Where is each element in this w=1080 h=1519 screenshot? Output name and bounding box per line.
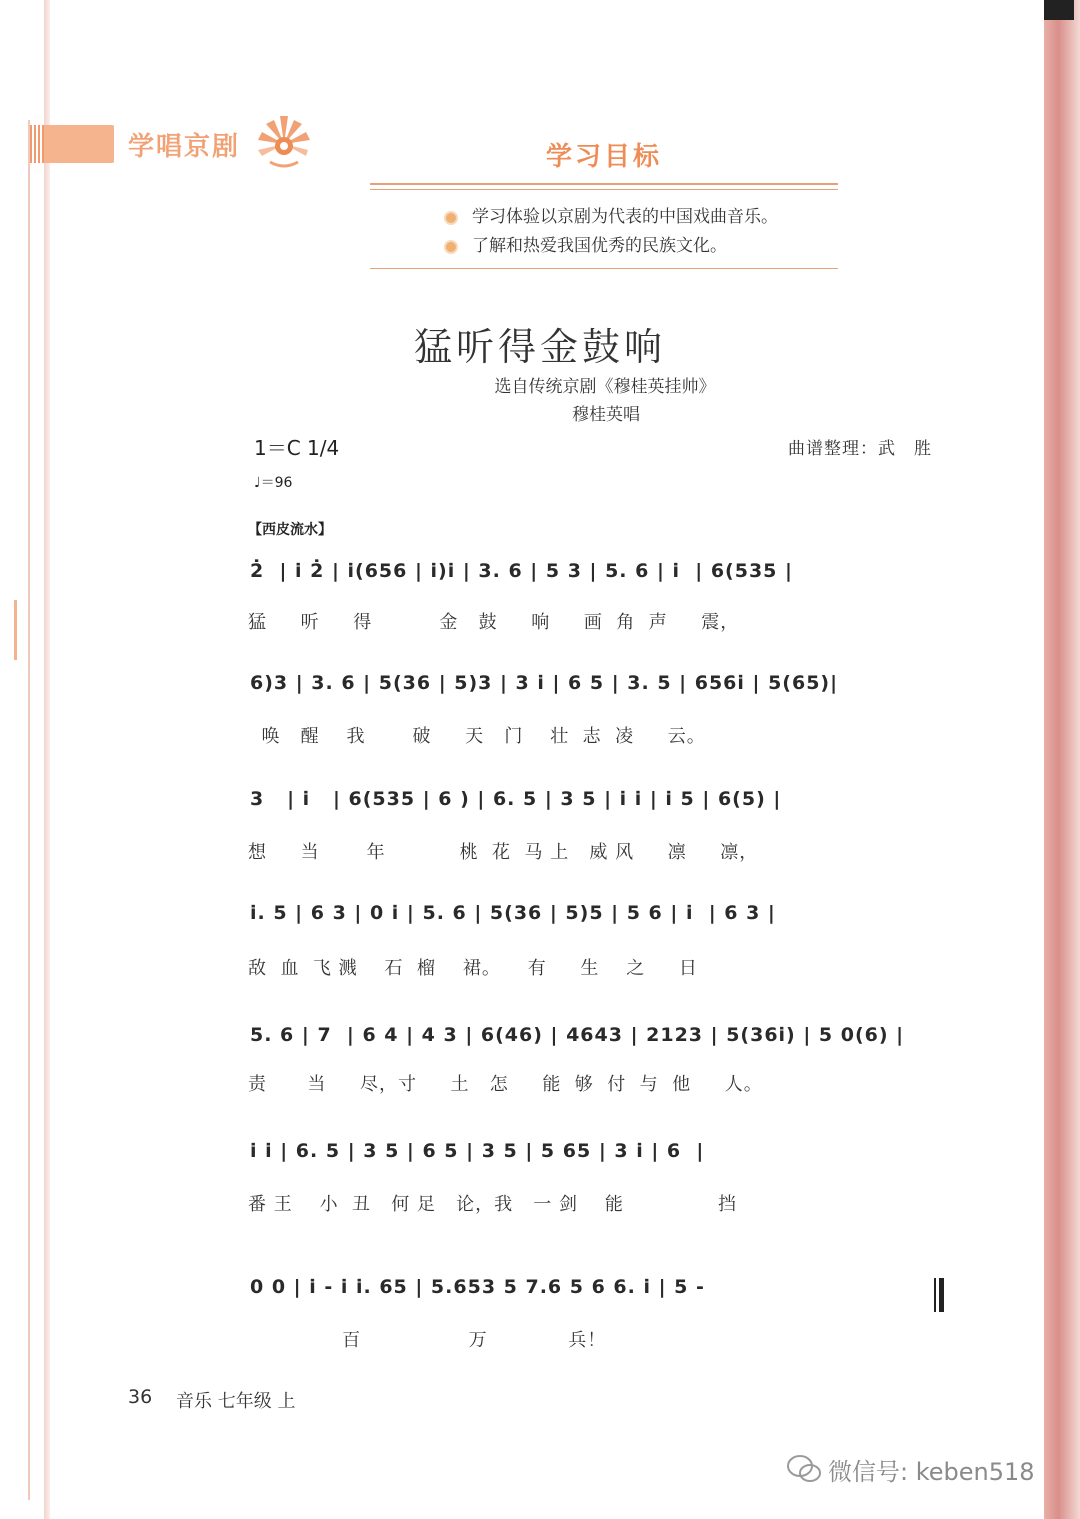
tempo-marking: ♩＝96	[254, 475, 293, 491]
book-name: 音乐 七年级 上	[176, 1391, 296, 1412]
objective-item: 了解和热爱我国优秀的民族文化。	[444, 231, 727, 256]
unit-title: 学唱京剧	[128, 132, 241, 162]
lyrics-row: 责 当 尽，寸 土 怎 能 够 付 与 他 人。	[248, 1074, 763, 1095]
key-signature: 1＝C 1/4	[254, 436, 340, 460]
objectives-bottom-rule	[370, 268, 838, 269]
bullet-icon	[444, 240, 458, 254]
page-edge-tick	[14, 600, 17, 660]
page-right-edge	[1044, 0, 1080, 1519]
unit-banner-stripes	[30, 125, 44, 163]
notation-row: 2̇ | i̇ 2̇ | i̇(656 | i̇)i̇ | 3. 6 | 5 3 | 5. 6 | i̇ | 6(535 |	[250, 560, 793, 582]
lyrics-row: 想 当 年 桃 花 马 上 威 风 凛 凛，	[248, 842, 759, 863]
watermark: 微信号: keben518	[828, 1458, 1035, 1486]
objectives-title: 学习目标	[546, 142, 663, 172]
page-number: 36	[128, 1386, 153, 1408]
lyrics-row: 百 万 兵！	[248, 1330, 607, 1351]
opera-fan-icon	[256, 114, 312, 170]
objectives-top-rule-2	[370, 189, 838, 190]
page-corner	[1044, 0, 1074, 20]
objectives-top-rule	[370, 183, 838, 185]
lyrics-row: 敌 血 飞 溅 石 榴 裙。 有 生 之 日	[248, 958, 698, 979]
final-barline	[934, 1278, 944, 1312]
lyrics-row: 猛 听 得 金 鼓 响 画 角 声 震，	[248, 612, 740, 633]
notation-row: 6)3 | 3. 6 | 5(36 | 5)3 | 3 i̇ | 6 5 | 3. 5 | 656i̇ | 5(65)|	[250, 672, 839, 694]
song-title: 猛听得金鼓响	[413, 325, 666, 369]
notation-row: 5. 6 | 7 | 6 4 | 4 3 | 6(46) | 4643 | 2123 | 5(36i̇) | 5 0(6) |	[250, 1024, 905, 1046]
song-source: 选自传统京剧《穆桂英挂帅》	[494, 377, 716, 397]
arranger-credit: 曲谱整理：武 胜	[788, 439, 932, 459]
page-spine-shadow	[44, 0, 50, 1519]
section-marking: 【西皮流水】	[248, 522, 332, 538]
notation-row: i̇. 5 | 6 3 | 0 i̇ | 5. 6 | 5(36 | 5)5 | 5 6 | i̇ | 6 3 |	[250, 902, 776, 924]
notation-row: 3 | i̇ | 6(535 | 6 ) | 6. 5 | 3 5 | i̇ i̇ | i̇ 5 | 6(5) |	[250, 788, 782, 810]
bullet-icon	[444, 211, 458, 225]
song-singer: 穆桂英唱	[572, 405, 640, 425]
notation-row: 0 0 | i̇ - i̇ i̇. 65 | 5.653 5 7.6 5 6 6. i̇ | 5 -	[250, 1276, 705, 1298]
objective-item: 学习体验以京剧为代表的中国戏曲音乐。	[444, 202, 778, 227]
wechat-icon	[786, 1454, 822, 1484]
lyrics-row: 唤 醒 我 破 天 门 壮 志 凌 云。	[248, 726, 706, 747]
notation-row: i̇ i̇ | 6. 5 | 3 5 | 6 5 | 3 5 | 5 65 | 3 i̇ | 6 |	[250, 1140, 705, 1162]
lyrics-row: 番 王 小 丑 何 足 论，我 一 剑 能 挡	[248, 1194, 737, 1215]
